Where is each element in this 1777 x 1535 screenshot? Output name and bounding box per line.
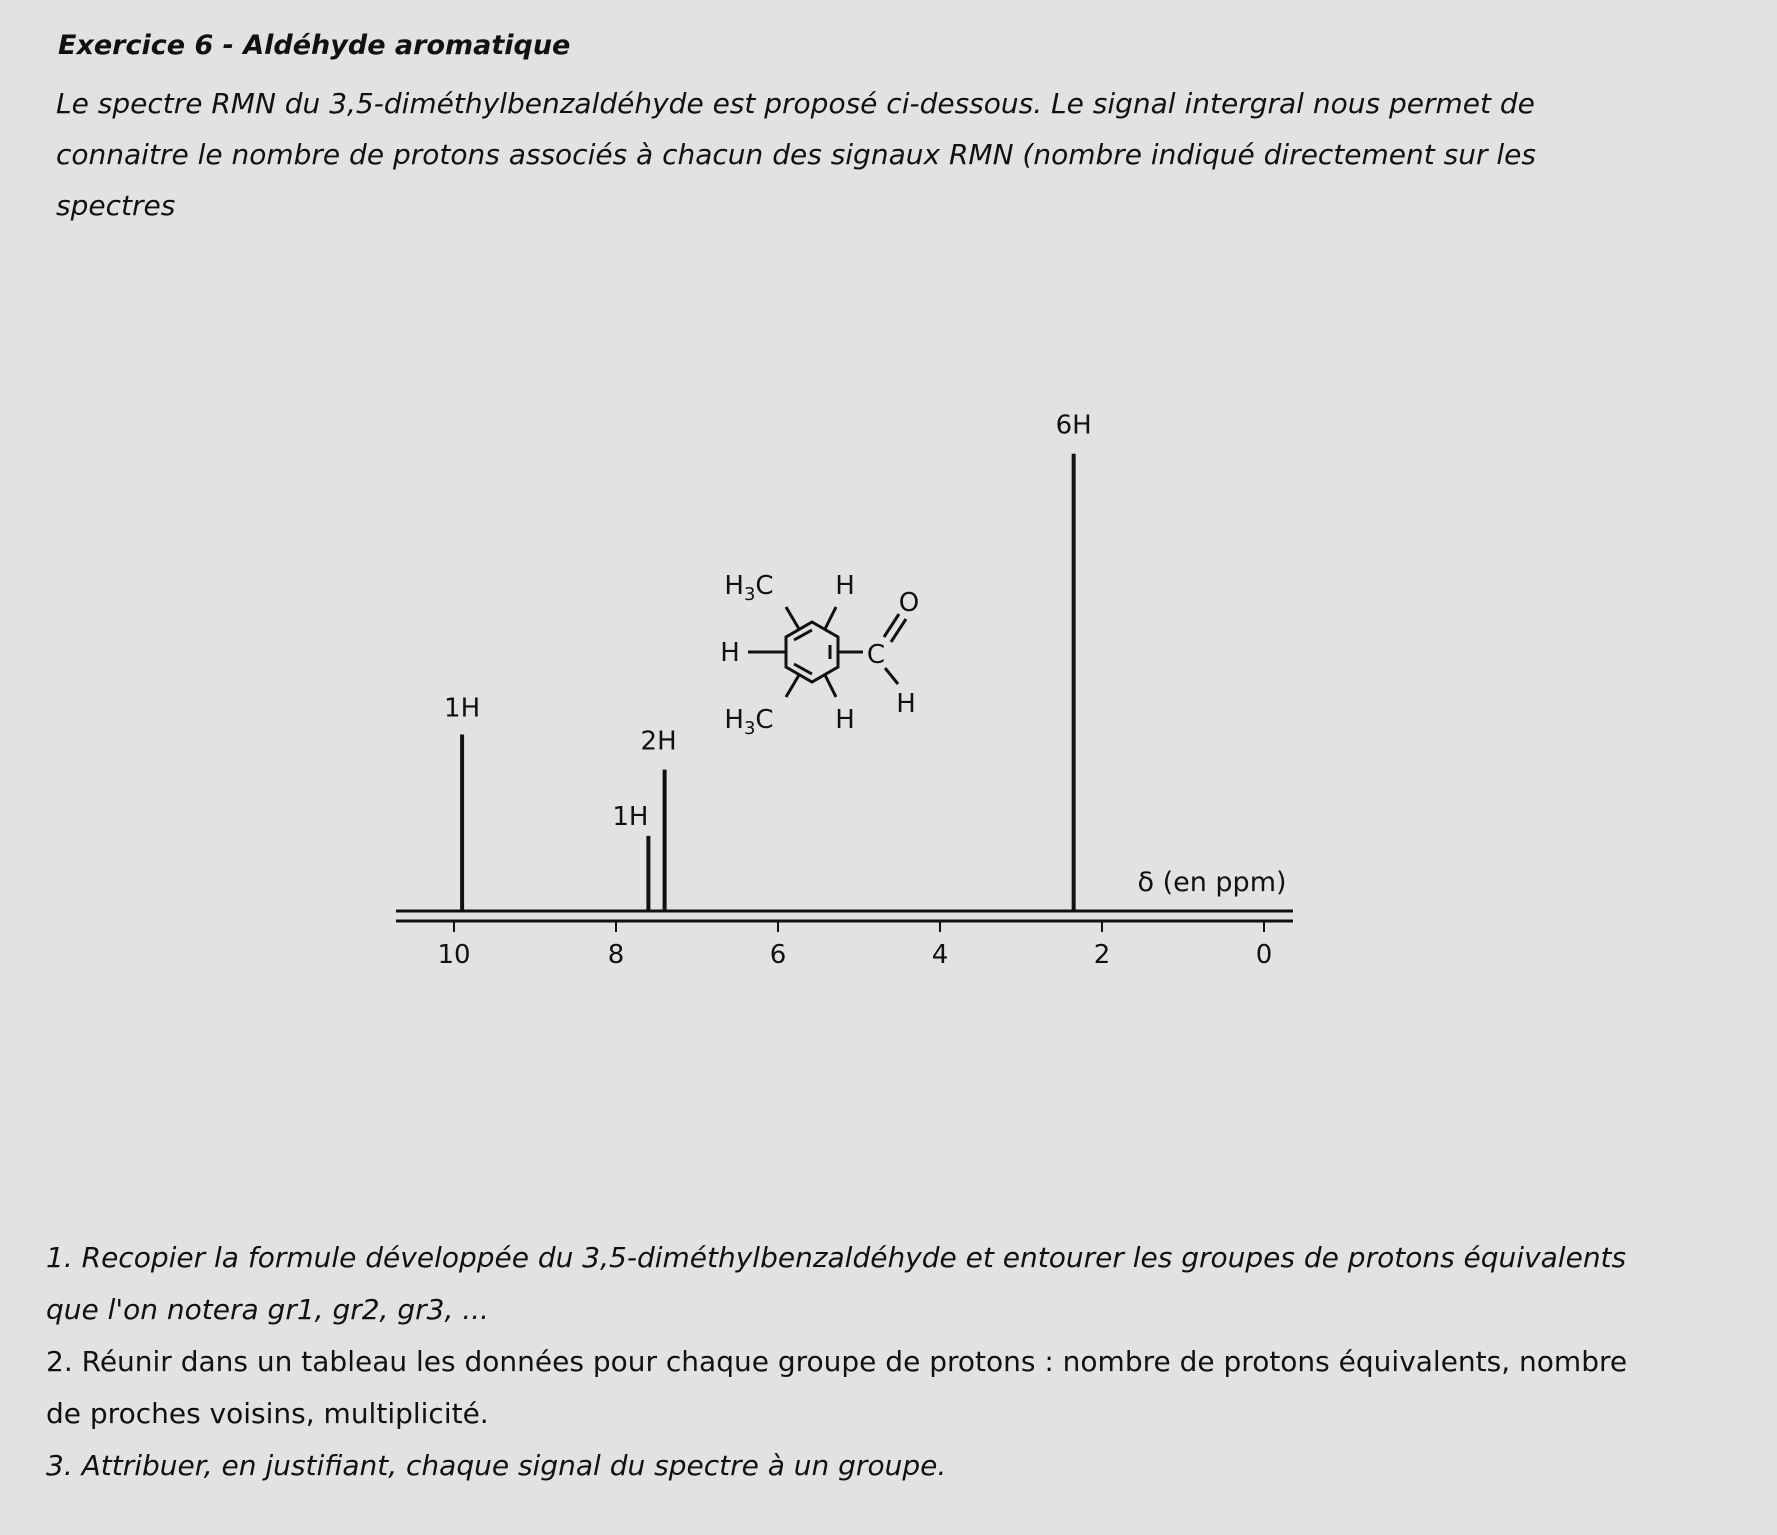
- atom-label-h: H: [896, 689, 916, 719]
- atom-label-o: O: [898, 588, 920, 618]
- question-line: 3. Attribuer, en justifiant, chaque signal du spectre à un groupe.: [46, 1449, 947, 1482]
- x-tick-label: 10: [437, 940, 471, 970]
- question-line: 1. Recopier la formule développée du 3,5-diméthylbenzaldéhyde et entourer les groupes de protons équivalents: [46, 1241, 1627, 1274]
- intro-line: spectres: [56, 189, 176, 222]
- atom-label-h: H: [835, 705, 855, 735]
- bond: [786, 607, 799, 629]
- question-1: [46, 1232, 1746, 1336]
- questions-list: [46, 1232, 1746, 1492]
- peak-label: 1H: [444, 693, 481, 724]
- peak-label: 1H: [612, 801, 649, 832]
- x-tick-label: 8: [607, 940, 625, 970]
- x-tick-label: 4: [931, 940, 949, 970]
- intro-line: connaitre le nombre de protons associés à chacun des signaux RMN (nombre indiqué directement sur les: [56, 138, 1536, 171]
- molecule-labels: [720, 571, 919, 739]
- question-2: [46, 1336, 1746, 1440]
- peaks-group: [444, 411, 1092, 910]
- x-tick-label: 2: [1093, 940, 1111, 970]
- atom-label-c: C: [866, 640, 886, 670]
- atom-label-h3c: $H_3C$: [724, 571, 774, 605]
- question-line: de proches voisins, multiplicité.: [46, 1397, 489, 1430]
- x-axis-label: δ (en ppm): [1137, 867, 1287, 898]
- bond: [885, 668, 898, 684]
- bond: [825, 675, 836, 697]
- peak-label: 6H: [1055, 410, 1092, 441]
- question-line: que l'on notera gr1, gr2, gr3, ...: [46, 1293, 489, 1326]
- atom-label-h3c: $H_3C$: [724, 705, 774, 739]
- atom-label-h: H: [720, 638, 740, 668]
- x-axis-ticks: [437, 921, 1272, 970]
- bond: [825, 607, 836, 629]
- atom-label-h: H: [835, 571, 855, 601]
- x-tick-label: 0: [1255, 940, 1273, 970]
- exercise-title: Exercice 6 - Aldéhyde aromatique: [58, 30, 571, 61]
- peak-label: 2H: [640, 726, 677, 757]
- intro-line: Le spectre RMN du 3,5-diméthylbenzaldéhyde est proposé ci-dessous. Le signal intergral nous permet de: [56, 87, 1535, 120]
- bond: [786, 675, 799, 697]
- question-3: [46, 1440, 1746, 1492]
- question-line: 2. Réunir dans un tableau les données pour chaque groupe de protons : nombre de protons équivalents, nombre: [46, 1345, 1628, 1378]
- x-tick-label: 6: [769, 940, 787, 970]
